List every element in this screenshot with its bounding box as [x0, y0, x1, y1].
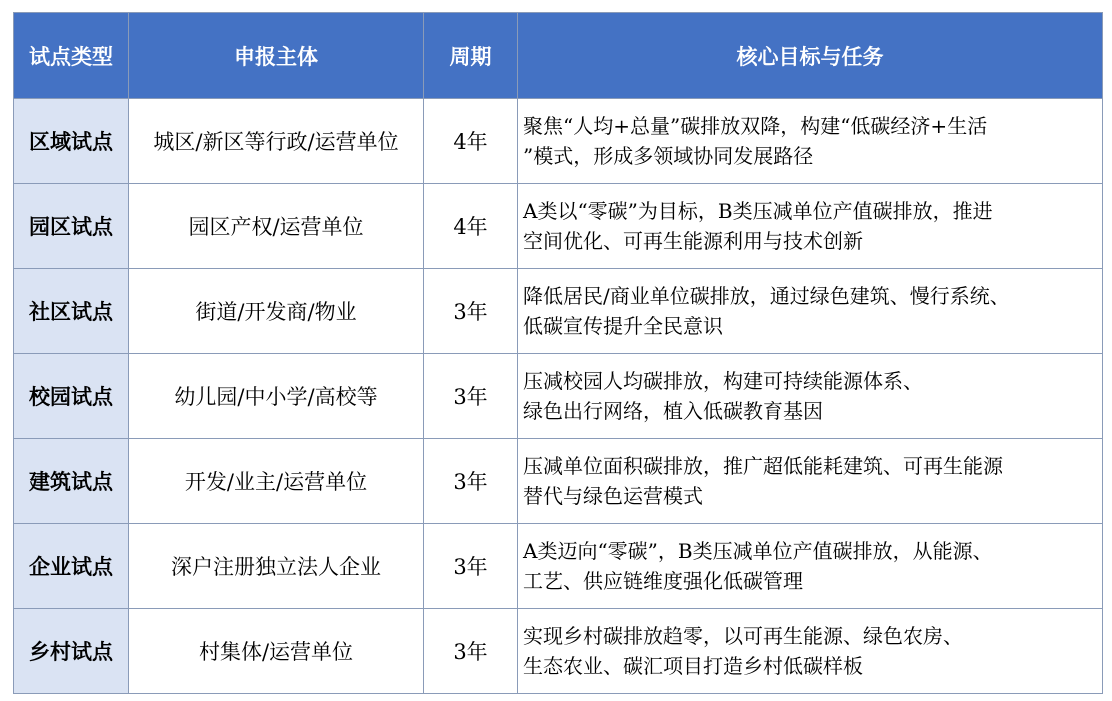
- goal-line: 压减校园人均碳排放，构建可持续能源体系、: [523, 369, 923, 393]
- cell-type: 校园试点: [14, 354, 129, 439]
- header-period: 周期: [424, 13, 518, 99]
- cell-type: 建筑试点: [14, 439, 129, 524]
- cell-goal: [518, 439, 1103, 524]
- goal-line: 实现乡村碳排放趋零，以可再生能源、绿色农房、: [523, 624, 963, 648]
- cell-type: 区域试点: [14, 99, 129, 184]
- cell-goal: [518, 524, 1103, 609]
- header-goal: 核心目标与任务: [518, 13, 1103, 99]
- cell-subject: 开发/业主/运营单位: [129, 439, 424, 524]
- goal-line: 绿色出行网络，植入低碳教育基因: [523, 399, 823, 423]
- table-row: [14, 439, 1103, 524]
- table-row: [14, 609, 1103, 694]
- cell-goal: [518, 99, 1103, 184]
- cell-goal: [518, 609, 1103, 694]
- cell-goal: [518, 354, 1103, 439]
- pilot-table: [13, 12, 1103, 694]
- cell-goal: [518, 184, 1103, 269]
- cell-type: 乡村试点: [14, 609, 129, 694]
- table-body: [14, 99, 1103, 694]
- table-header: [14, 13, 1103, 99]
- goal-line: A类迈向“零碳”，B类压减单位产值碳排放，从能源、: [523, 539, 993, 563]
- table-row: [14, 99, 1103, 184]
- cell-type: 园区试点: [14, 184, 129, 269]
- cell-subject: 幼儿园/中小学/高校等: [129, 354, 424, 439]
- cell-period: 3年: [424, 439, 518, 524]
- pilot-table-container: [13, 12, 1102, 694]
- goal-line: ”模式，形成多领域协同发展路径: [523, 144, 814, 168]
- goal-line: 替代与绿色运营模式: [523, 484, 703, 508]
- cell-period: 3年: [424, 269, 518, 354]
- cell-subject: 园区产权/运营单位: [129, 184, 424, 269]
- header-type: 试点类型: [14, 13, 129, 99]
- cell-period: 3年: [424, 354, 518, 439]
- goal-line: 压减单位面积碳排放，推广超低能耗建筑、可再生能源: [523, 454, 1003, 478]
- goal-line: 聚焦“人均+总量”碳排放双降，构建“低碳经济+生活: [523, 114, 988, 138]
- header-subject: 申报主体: [129, 13, 424, 99]
- cell-period: 4年: [424, 184, 518, 269]
- cell-subject: 街道/开发商/物业: [129, 269, 424, 354]
- goal-line: 低碳宣传提升全民意识: [523, 314, 723, 338]
- cell-goal: [518, 269, 1103, 354]
- header-row: [14, 13, 1103, 99]
- cell-period: 3年: [424, 524, 518, 609]
- goal-line: 生态农业、碳汇项目打造乡村低碳样板: [523, 654, 863, 678]
- table-row: [14, 524, 1103, 609]
- cell-type: 社区试点: [14, 269, 129, 354]
- table-row: [14, 184, 1103, 269]
- cell-subject: 城区/新区等行政/运营单位: [129, 99, 424, 184]
- cell-subject: 村集体/运营单位: [129, 609, 424, 694]
- cell-period: 4年: [424, 99, 518, 184]
- cell-subject: 深户注册独立法人企业: [129, 524, 424, 609]
- goal-line: A类以“零碳”为目标，B类压减单位产值碳排放，推进: [523, 199, 993, 223]
- cell-type: 企业试点: [14, 524, 129, 609]
- goal-line: 空间优化、可再生能源利用与技术创新: [523, 229, 863, 253]
- goal-line: 工艺、供应链维度强化低碳管理: [523, 569, 803, 593]
- table-row: [14, 269, 1103, 354]
- table-row: [14, 354, 1103, 439]
- cell-period: 3年: [424, 609, 518, 694]
- goal-line: 降低居民/商业单位碳排放，通过绿色建筑、慢行系统、: [523, 284, 1010, 308]
